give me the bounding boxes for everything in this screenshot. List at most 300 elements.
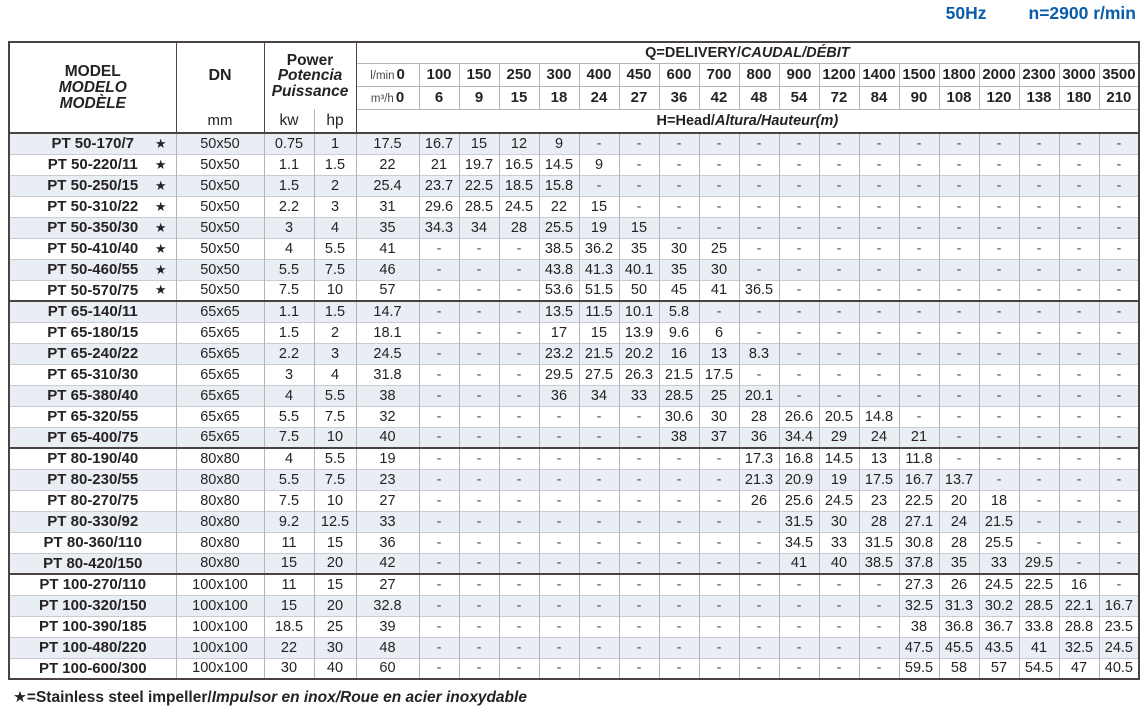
dn-cell: 65x65 (176, 343, 264, 364)
m3h-col-84: 84 (859, 86, 899, 109)
head-value: - (699, 133, 739, 154)
head-value: 25 (699, 385, 739, 406)
head-value: - (539, 595, 579, 616)
head-value: - (1019, 511, 1059, 532)
head-value: 36.2 (579, 238, 619, 259)
model-name: PT 80-360/110 (43, 534, 142, 551)
dn-cell: 65x65 (176, 364, 264, 385)
head-value: - (939, 154, 979, 175)
model-name: PT 65-140/11 (47, 303, 138, 321)
header-row-titles (9, 42, 1139, 63)
hp-cell: 7.5 (314, 259, 356, 280)
head-value: 23 (356, 469, 419, 490)
head-value: 32 (356, 406, 419, 427)
kw-header: kw (264, 109, 314, 133)
head-value: - (1019, 280, 1059, 301)
head-value: - (459, 532, 499, 553)
head-value: 6 (699, 322, 739, 343)
model-name: PT 100-390/185 (38, 618, 147, 635)
head-value: - (819, 238, 859, 259)
head-value: 20 (939, 490, 979, 511)
head-value: 31.5 (859, 532, 899, 553)
model-cell (9, 658, 176, 679)
head-value: - (979, 217, 1019, 238)
head-value: 19 (819, 469, 859, 490)
kw-cell: 5.5 (264, 406, 314, 427)
stainless-star-icon: ★ (154, 156, 167, 172)
head-value: 14.5 (539, 154, 579, 175)
head-value: 23.2 (539, 343, 579, 364)
head-value: - (699, 196, 739, 217)
head-value: - (699, 511, 739, 532)
head-value: 34.4 (779, 427, 819, 448)
lmin-zero-value: 0 (396, 66, 405, 83)
head-value: 57 (979, 658, 1019, 679)
head-value: 48 (356, 637, 419, 658)
kw-cell: 15 (264, 595, 314, 616)
head-value: - (979, 427, 1019, 448)
head-value: - (499, 574, 539, 595)
head-value: - (499, 364, 539, 385)
head-value: - (419, 469, 459, 490)
hp-cell: 10 (314, 490, 356, 511)
model-cell (9, 574, 176, 595)
head-value: 40.1 (619, 259, 659, 280)
head-value: - (419, 490, 459, 511)
head-value: - (779, 238, 819, 259)
pump-row (9, 133, 1139, 154)
m3h-col-54: 54 (779, 86, 819, 109)
head-value: - (1059, 217, 1099, 238)
dn-cell: 50x50 (176, 217, 264, 238)
head-value: 43.5 (979, 637, 1019, 658)
dn-cell: 80x80 (176, 448, 264, 469)
head-value: 29 (819, 427, 859, 448)
head-value: - (419, 301, 459, 322)
head-value: - (579, 532, 619, 553)
head-value: 22 (356, 154, 419, 175)
model-name: PT 65-240/22 (47, 345, 139, 362)
head-value: 38 (659, 427, 699, 448)
m3h-col-108: 108 (939, 86, 979, 109)
hp-cell: 15 (314, 574, 356, 595)
hp-cell: 15 (314, 532, 356, 553)
head-value: - (979, 322, 1019, 343)
head-value: - (779, 616, 819, 637)
head-value: 17 (539, 322, 579, 343)
head-value: 57 (356, 280, 419, 301)
stainless-star-icon: ★ (154, 261, 167, 277)
head-value: - (1019, 385, 1059, 406)
head-value: - (1059, 154, 1099, 175)
model-label-es: MODELO (58, 78, 127, 96)
head-value: 16.5 (499, 154, 539, 175)
head-value: - (1099, 322, 1139, 343)
model-name: PT 80-230/55 (47, 471, 139, 488)
head-value: 27.1 (899, 511, 939, 532)
dn-cell: 50x50 (176, 238, 264, 259)
head-value: 26.6 (779, 406, 819, 427)
head-value: 38.5 (859, 553, 899, 574)
head-value: - (619, 196, 659, 217)
dn-cell: 100x100 (176, 574, 264, 595)
head-value: - (579, 469, 619, 490)
head-value: - (939, 448, 979, 469)
head-value: - (1059, 448, 1099, 469)
dn-cell: 65x65 (176, 301, 264, 322)
kw-cell: 11 (264, 532, 314, 553)
stainless-star-icon: ★ (154, 219, 167, 235)
head-value: - (499, 616, 539, 637)
head-value: - (1099, 385, 1139, 406)
head-value: - (539, 427, 579, 448)
head-value: - (419, 637, 459, 658)
head-value: 21 (419, 154, 459, 175)
head-label-intl: Altura/Hauteur(m) (714, 112, 839, 129)
head-value: - (659, 469, 699, 490)
head-value: 13 (699, 343, 739, 364)
head-value: - (739, 133, 779, 154)
head-value: - (419, 427, 459, 448)
m3h-col-72: 72 (819, 86, 859, 109)
head-value: - (1019, 343, 1059, 364)
model-cell (9, 511, 176, 532)
kw-cell: 1.1 (264, 301, 314, 322)
head-value: 25.6 (779, 490, 819, 511)
head-value: - (819, 658, 859, 679)
head-value: - (1019, 364, 1059, 385)
head-value: - (819, 259, 859, 280)
dn-cell: 80x80 (176, 553, 264, 574)
model-cell (9, 448, 176, 469)
pump-row (9, 259, 1139, 280)
head-value: 53.6 (539, 280, 579, 301)
head-value: 27.3 (899, 574, 939, 595)
head-value: - (859, 658, 899, 679)
model-cell (9, 217, 176, 238)
power-label-fr: Puissance (271, 82, 349, 100)
model-label-en: MODEL (64, 62, 121, 80)
head-value: - (979, 469, 1019, 490)
lmin-col-400: 400 (579, 63, 619, 86)
head-value: 21.5 (579, 343, 619, 364)
model-cell (9, 595, 176, 616)
head-value: - (979, 301, 1019, 322)
dn-cell: 80x80 (176, 511, 264, 532)
head-value: 23 (859, 490, 899, 511)
hp-cell: 5.5 (314, 238, 356, 259)
kw-cell: 2.2 (264, 196, 314, 217)
pump-row (9, 595, 1139, 616)
head-value: - (779, 259, 819, 280)
model-name: PT 65-400/75 (47, 428, 139, 446)
model-cell (9, 616, 176, 637)
head-value: - (1099, 490, 1139, 511)
head-value: 24.5 (356, 343, 419, 364)
head-value: - (419, 553, 459, 574)
head-value: 15 (619, 217, 659, 238)
head-value: - (459, 406, 499, 427)
head-value: - (419, 616, 459, 637)
model-name: PT 50-570/75 (47, 281, 139, 299)
head-value: 12 (499, 133, 539, 154)
head-value: 35 (619, 238, 659, 259)
model-name: PT 50-170/7 (51, 135, 135, 153)
head-value: - (899, 280, 939, 301)
head-value: 30.2 (979, 595, 1019, 616)
model-name: PT 65-180/15 (47, 324, 139, 341)
head-value: - (1019, 196, 1059, 217)
head-value: - (1059, 406, 1099, 427)
lmin-col-100: 100 (419, 63, 459, 86)
head-value: 46 (356, 259, 419, 280)
head-value: 16.7 (419, 133, 459, 154)
head-value: - (699, 553, 739, 574)
head-value: 15 (579, 322, 619, 343)
pump-row (9, 175, 1139, 196)
head-value: - (1059, 532, 1099, 553)
head-value: - (1019, 301, 1059, 322)
hp-cell: 5.5 (314, 385, 356, 406)
head-value: - (539, 553, 579, 574)
head-value: - (499, 553, 539, 574)
lmin-col-250: 250 (499, 63, 539, 86)
head-value: - (859, 217, 899, 238)
head-value: - (819, 343, 859, 364)
head-value: - (419, 595, 459, 616)
head-value: - (979, 196, 1019, 217)
hp-cell: 10 (314, 427, 356, 448)
pump-row (9, 217, 1139, 238)
head-value: - (699, 574, 739, 595)
model-name: PT 50-350/30 (47, 219, 139, 236)
head-value: - (859, 364, 899, 385)
m3h-col-9: 9 (459, 86, 499, 109)
head-value: - (419, 364, 459, 385)
head-value: 29.5 (539, 364, 579, 385)
m3h-col-120: 120 (979, 86, 1019, 109)
pump-row (9, 301, 1139, 322)
head-value: 19 (356, 448, 419, 469)
head-value: - (939, 217, 979, 238)
head-value: - (779, 637, 819, 658)
hp-cell: 2 (314, 322, 356, 343)
head-value: 26 (739, 490, 779, 511)
head-value: - (619, 448, 659, 469)
head-value: - (939, 343, 979, 364)
head-value: - (659, 658, 699, 679)
head-value: - (1019, 448, 1059, 469)
head-value: - (859, 616, 899, 637)
kw-cell: 7.5 (264, 490, 314, 511)
head-value: 40 (356, 427, 419, 448)
head-value: 16 (659, 343, 699, 364)
head-value: 13.7 (939, 469, 979, 490)
head-value: - (739, 259, 779, 280)
head-value: 19.7 (459, 154, 499, 175)
head-value: - (619, 595, 659, 616)
model-cell (9, 469, 176, 490)
head-value: - (619, 532, 659, 553)
pump-row (9, 406, 1139, 427)
lmin-col-300: 300 (539, 63, 579, 86)
head-value: 28 (939, 532, 979, 553)
head-value: - (1059, 553, 1099, 574)
head-value: - (979, 343, 1019, 364)
head-value: - (1099, 301, 1139, 322)
head-value: - (499, 532, 539, 553)
header-row-units (9, 109, 1139, 133)
head-value: 22 (539, 196, 579, 217)
pump-row (9, 490, 1139, 511)
head-value: - (1099, 574, 1139, 595)
head-value: - (659, 616, 699, 637)
dn-unit-header: mm (176, 109, 264, 133)
head-value: - (739, 322, 779, 343)
head-value: 14.7 (356, 301, 419, 322)
model-cell (9, 427, 176, 448)
head-value: - (539, 490, 579, 511)
model-cell (9, 637, 176, 658)
model-name: PT 80-270/75 (47, 492, 139, 509)
lmin-col-1500: 1500 (899, 63, 939, 86)
footnote-text-en: ★=Stainless steel impeller/ (13, 689, 212, 706)
head-value: - (459, 658, 499, 679)
delivery-label-en: Q=DELIVERY/ (645, 44, 741, 61)
footnote-text-intl: Impulsor en inox/Roue en acier inoxydable (211, 689, 527, 706)
head-value: - (819, 133, 859, 154)
head-value: 34.5 (779, 532, 819, 553)
head-value: - (499, 448, 539, 469)
pump-row (9, 658, 1139, 679)
hp-cell: 4 (314, 364, 356, 385)
model-cell (9, 343, 176, 364)
head-value: 18.5 (499, 175, 539, 196)
head-value: - (619, 175, 659, 196)
head-value: - (979, 133, 1019, 154)
head-value: 28 (739, 406, 779, 427)
head-value: - (699, 217, 739, 238)
hp-cell: 1.5 (314, 301, 356, 322)
head-value: - (699, 301, 739, 322)
head-value: 47 (1059, 658, 1099, 679)
head-value: - (859, 280, 899, 301)
head-value: - (859, 175, 899, 196)
head-value: - (899, 364, 939, 385)
head-value: - (899, 385, 939, 406)
head-value: - (619, 616, 659, 637)
head-value: - (419, 385, 459, 406)
head-value: 22.1 (1059, 595, 1099, 616)
model-name: PT 100-600/300 (38, 659, 147, 677)
head-value: - (1019, 490, 1059, 511)
head-value: 25.5 (979, 532, 1019, 553)
m3h-col-36: 36 (659, 86, 699, 109)
head-value: - (899, 343, 939, 364)
head-value: - (939, 301, 979, 322)
kw-cell: 1.5 (264, 322, 314, 343)
head-value: 30 (699, 406, 739, 427)
head-value: - (499, 259, 539, 280)
model-cell (9, 280, 176, 301)
dn-cell: 100x100 (176, 637, 264, 658)
head-value: - (659, 637, 699, 658)
head-value: 32.8 (356, 595, 419, 616)
head-value: 51.5 (579, 280, 619, 301)
head-value: - (619, 154, 659, 175)
head-value: - (419, 511, 459, 532)
head-value: 15 (579, 196, 619, 217)
head-value: - (459, 490, 499, 511)
head-value: 15 (459, 133, 499, 154)
head-value: - (1059, 364, 1099, 385)
head-value: - (739, 595, 779, 616)
head-value: - (1099, 427, 1139, 448)
lmin-unit-label: l/min (370, 70, 395, 82)
head-value: - (819, 196, 859, 217)
head-value: - (979, 406, 1019, 427)
head-value: - (779, 343, 819, 364)
hp-cell: 1 (314, 133, 356, 154)
head-value: - (1059, 322, 1099, 343)
model-name: PT 100-480/220 (38, 639, 147, 656)
head-value: 35 (356, 217, 419, 238)
head-value: 31.8 (356, 364, 419, 385)
head-value: - (819, 301, 859, 322)
m3h-col-0 (356, 86, 419, 109)
head-value: 58 (939, 658, 979, 679)
head-value: - (859, 385, 899, 406)
head-value: - (979, 238, 1019, 259)
head-value: 25 (699, 238, 739, 259)
model-cell (9, 490, 176, 511)
head-value: 19 (579, 217, 619, 238)
lmin-col-1200: 1200 (819, 63, 859, 86)
head-value: 24 (859, 427, 899, 448)
head-value: 16.7 (899, 469, 939, 490)
head-value: - (819, 385, 859, 406)
head-value: - (779, 154, 819, 175)
head-value: 28.5 (659, 385, 699, 406)
kw-cell: 30 (264, 658, 314, 679)
head-value: 38.5 (539, 238, 579, 259)
dn-cell: 65x65 (176, 427, 264, 448)
head-value: - (699, 658, 739, 679)
footnote (13, 688, 527, 707)
model-cell (9, 406, 176, 427)
head-value: 33.8 (1019, 616, 1059, 637)
head-value: - (579, 595, 619, 616)
pump-row (9, 637, 1139, 658)
head-value: - (699, 469, 739, 490)
dn-cell: 50x50 (176, 133, 264, 154)
model-cell (9, 196, 176, 217)
head-value: - (499, 658, 539, 679)
head-value: 32.5 (899, 595, 939, 616)
head-value: - (579, 427, 619, 448)
head-value: - (899, 322, 939, 343)
pump-row (9, 280, 1139, 301)
pump-row (9, 553, 1139, 574)
pump-row (9, 343, 1139, 364)
head-value: - (939, 427, 979, 448)
head-value: - (979, 175, 1019, 196)
head-value: - (939, 322, 979, 343)
head-value: - (859, 343, 899, 364)
model-name: PT 80-330/92 (47, 513, 139, 530)
head-value: - (939, 259, 979, 280)
head-value: - (939, 175, 979, 196)
